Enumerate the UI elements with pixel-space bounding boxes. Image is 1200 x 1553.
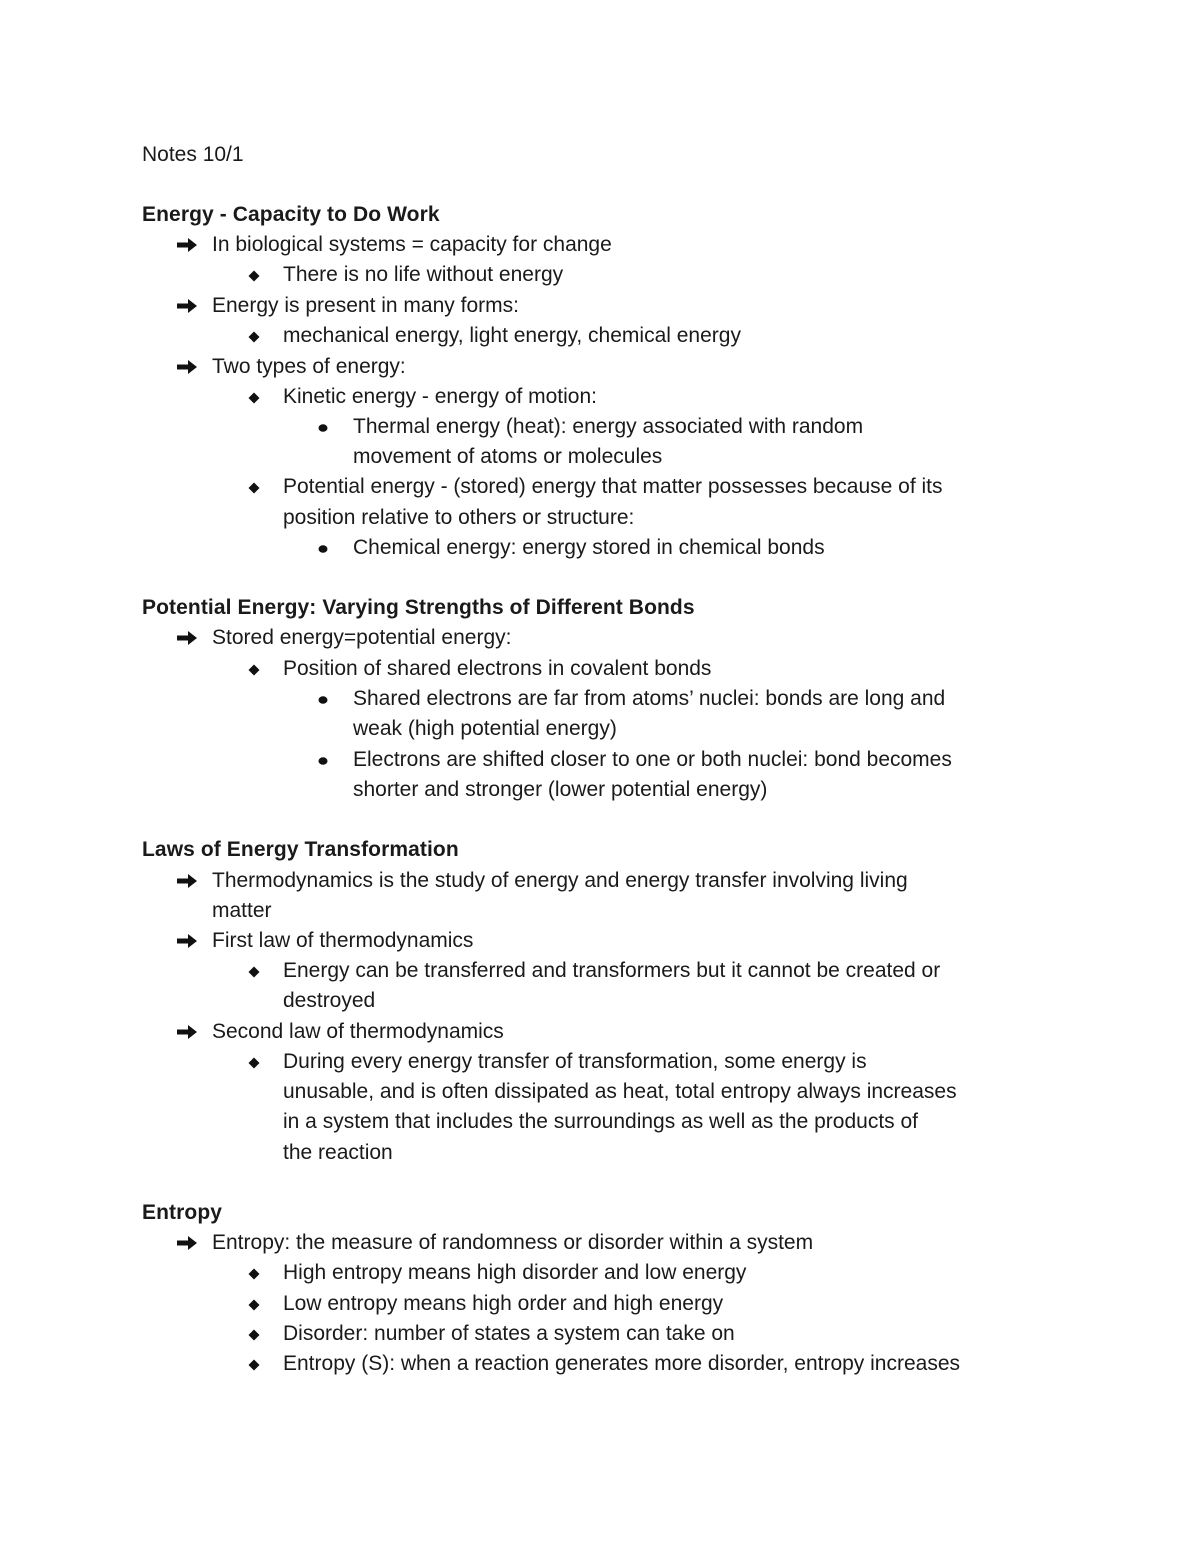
list-item: Electrons are shifted closer to one or both nuclei: bond becomes	[0, 745, 1200, 775]
section-heading: Laws of Energy Transformation	[142, 838, 459, 861]
list-item-continuation: movement of atoms or molecules	[353, 445, 663, 468]
section-heading: Potential Energy: Varying Strengths of Different Bonds	[142, 596, 695, 619]
list-item: Shared electrons are far from atoms’ nuclei: bonds are long and	[0, 684, 1200, 714]
list-item: In biological systems = capacity for change	[0, 230, 1200, 260]
list-item-continuation: destroyed	[283, 989, 376, 1012]
list-item: Disorder: number of states a system can take on	[0, 1319, 1200, 1349]
list-item: Thermodynamics is the study of energy and energy transfer involving living	[0, 866, 1200, 896]
list-item-continuation: matter	[212, 899, 272, 922]
list-item: Second law of thermodynamics	[0, 1017, 1200, 1047]
list-item: Two types of energy:	[0, 352, 1200, 382]
list-item: Potential energy - (stored) energy that matter possesses because of its	[0, 472, 1200, 502]
list-item-continuation: shorter and stronger (lower potential energy)	[353, 778, 768, 801]
list-item-continuation: the reaction	[283, 1141, 393, 1164]
list-item: Kinetic energy - energy of motion:	[0, 382, 1200, 412]
list-item: There is no life without energy	[0, 260, 1200, 290]
list-item: mechanical energy, light energy, chemical energy	[0, 321, 1200, 351]
section-heading: Energy - Capacity to Do Work	[142, 203, 440, 226]
list-item: Entropy (S): when a reaction generates more disorder, entropy increases	[0, 1349, 1200, 1379]
list-item: Entropy: the measure of randomness or disorder within a system	[0, 1228, 1200, 1258]
list-item-continuation: unusable, and is often dissipated as heat, total entropy always increases	[283, 1080, 957, 1103]
list-item-continuation: weak (high potential energy)	[353, 717, 617, 740]
list-item: Low entropy means high order and high energy	[0, 1289, 1200, 1319]
list-item: Chemical energy: energy stored in chemical bonds	[0, 533, 1200, 563]
list-item: Thermal energy (heat): energy associated with random	[0, 412, 1200, 442]
list-item-continuation: in a system that includes the surroundings as well as the products of	[283, 1110, 919, 1133]
list-item: Stored energy=potential energy:	[0, 623, 1200, 653]
list-item: High entropy means high disorder and low energy	[0, 1258, 1200, 1288]
list-item: Position of shared electrons in covalent bonds	[0, 654, 1200, 684]
list-item-continuation: position relative to others or structure:	[283, 506, 635, 529]
section-heading: Entropy	[142, 1201, 223, 1224]
list-item: Energy is present in many forms:	[0, 291, 1200, 321]
list-item: First law of thermodynamics	[0, 926, 1200, 956]
page-title: Notes 10/1	[142, 143, 244, 166]
list-item: Energy can be transferred and transformers but it cannot be created or	[0, 956, 1200, 986]
list-item: During every energy transfer of transformation, some energy is	[0, 1047, 1200, 1077]
